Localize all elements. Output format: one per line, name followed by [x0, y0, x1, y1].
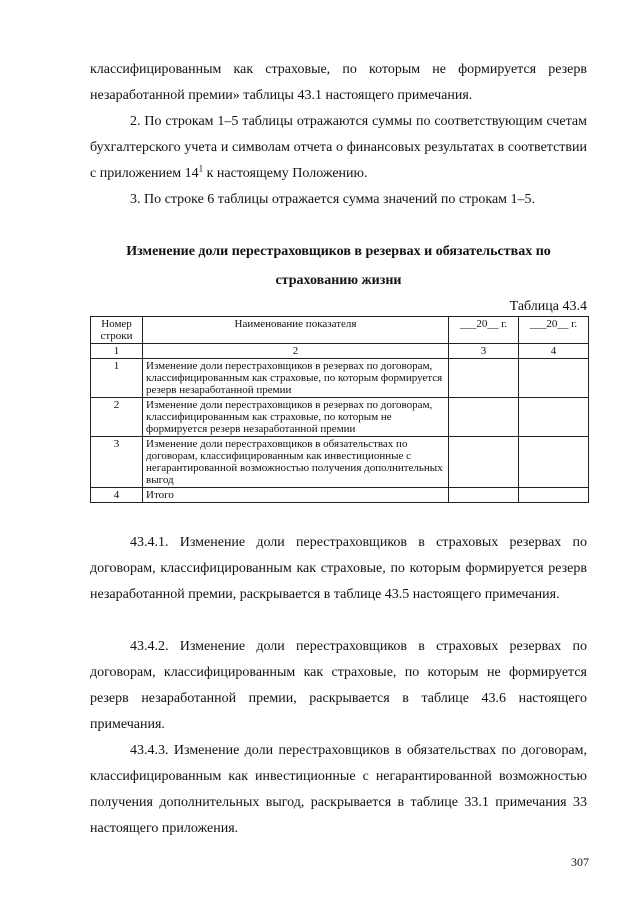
- table-column-numbers-row: [91, 344, 589, 359]
- col-number: 2: [143, 344, 449, 359]
- intro-item-3: 3. По строке 6 таблицы отражается сумма значений по строкам 1–5.: [130, 192, 536, 207]
- table-caption: Таблица 43.4: [509, 299, 587, 314]
- row-indicator-name: Изменение доли перестраховщиков в обязательствах по договорам, классифицированным как инвестиционные с негарантированной возможностью получения дополнительных выгод: [143, 437, 449, 488]
- paragraph-43-4-1: 43.4.1. Изменение доли перестраховщиков в страховых резервах по договорам, классифицированным как страховые, по которым формируется резерв незаработанной премии, раскрывается в таблице 43.5 настоящего примечания.: [90, 535, 587, 602]
- row-value-year-1: [449, 359, 519, 398]
- row-number: 4: [91, 488, 143, 503]
- intro-item-2: [90, 109, 587, 187]
- col-number: 4: [519, 344, 589, 359]
- section-heading-line2: страхованию жизни: [275, 273, 402, 288]
- row-value-year-1: [449, 398, 519, 437]
- row-value-year-2: [519, 437, 589, 488]
- header-year-2: ___20__ г.: [519, 317, 589, 344]
- header-year-1: ___20__ г.: [449, 317, 519, 344]
- row-indicator-name: Изменение доли перестраховщиков в резервах по договорам, классифицированным как страховые, по которым не формируется резерв незаработанной премии: [143, 398, 449, 437]
- data-table: [90, 316, 589, 503]
- intro-continuation: классифицированным как страховые, по которым не формируется резерв незаработанной премии» таблицы 43.1 настоящего примечания.: [90, 62, 587, 103]
- table-row-total: [91, 488, 589, 503]
- row-number: 3: [91, 437, 143, 488]
- row-value-year-1: [449, 437, 519, 488]
- col-number: 3: [449, 344, 519, 359]
- section-heading-line1: Изменение доли перестраховщиков в резервах и обязательствах по: [126, 244, 551, 259]
- row-value-year-2: [519, 488, 589, 503]
- appendix-superscript: 1: [198, 163, 204, 174]
- table-row: [91, 437, 589, 488]
- row-number: 1: [91, 359, 143, 398]
- row-indicator-name: Изменение доли перестраховщиков в резервах по договорам, классифицированным как страховые, по которым формируется резерв незаработанной премии: [143, 359, 449, 398]
- header-row-num: Номер строки: [91, 317, 143, 344]
- table-row: [91, 398, 589, 437]
- row-value-year-1: [449, 488, 519, 503]
- table-header-row: [91, 317, 589, 344]
- table-row: [91, 359, 589, 398]
- intro-item-2-tail: к настоящему Положению.: [203, 166, 368, 181]
- paragraph-43-4-2: 43.4.2. Изменение доли перестраховщиков в страховых резервах по договорам, классифицированным как страховые, по которым не формируется резерв незаработанной премии, раскрывается в таблице 43.6 настоящего примечания.: [90, 639, 587, 732]
- page-number: 307: [571, 855, 589, 869]
- col-number: 1: [91, 344, 143, 359]
- row-value-year-2: [519, 398, 589, 437]
- intro-item-2-text: 2. По строкам 1–5 таблицы отражаются суммы по соответствующим счетам бухгалтерского учета и символам отчета о финансовых результатах в соответствии с приложением 14: [90, 114, 587, 181]
- paragraph-43-4-3: 43.4.3. Изменение доли перестраховщиков в обязательствах по договорам, классифицированным как инвестиционные с негарантированной возможностью получения дополнительных выгод, раскрывается в таблице 33.1 примечания 33 настоящего приложения.: [90, 743, 587, 836]
- row-value-year-2: [519, 359, 589, 398]
- row-indicator-name: Итого: [143, 488, 449, 503]
- header-indicator-name: Наименование показателя: [143, 317, 449, 344]
- row-number: 2: [91, 398, 143, 437]
